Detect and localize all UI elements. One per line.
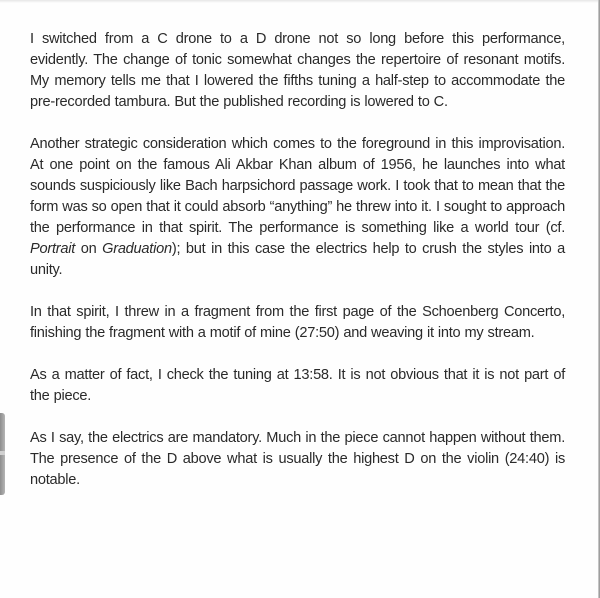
paragraph-text: on [75, 241, 103, 257]
paragraph-text: Another strategic consideration which comes to the foreground in this improvisation. At one point on the famous Ali Akbar Khan album of 1956, he launches into what sounds suspiciously like Bach harpsichord passage work. I took that to mean that the form was so open that it could absorb “anything” he threw into it. I sought to approach the performance in that spirit. The performance is something like a world tour (cf. [30, 136, 565, 236]
paragraph-drone-switch: I switched from a C drone to a D drone not so long before this performance, evidently. The change of tonic somewhat changes the repertoire of resonant motifs. My memory tells me that I lowered the fifths tuning a half-step to accommodate the pre-recorded tambura. But the published recording is lowered to C. [30, 31, 565, 110]
page-top-shadow [0, 0, 600, 3]
paragraph-strategic-consideration [30, 134, 565, 281]
document-page [30, 29, 565, 512]
paragraph-tuning-check: As a matter of fact, I check the tuning at 13:58. It is not obvious that it is not part of the piece. [30, 367, 565, 404]
binding-mark [0, 413, 5, 495]
italic-title-graduation: Graduation [102, 241, 172, 257]
paragraph-electrics-mandatory: As I say, the electrics are mandatory. Much in the piece cannot happen without them. The presence of the D above what is usually the highest D on the violin (24:40) is notable. [30, 430, 565, 488]
paragraph-schoenberg-fragment: In that spirit, I threw in a fragment from the first page of the Schoenberg Concerto, finishing the fragment with a motif of mine (27:50) and weaving it into my stream. [30, 304, 565, 341]
italic-title-portrait: Portrait [30, 241, 76, 257]
paragraph-text: ); but in this case the electrics help to crush the styles into a unity. [30, 241, 565, 278]
